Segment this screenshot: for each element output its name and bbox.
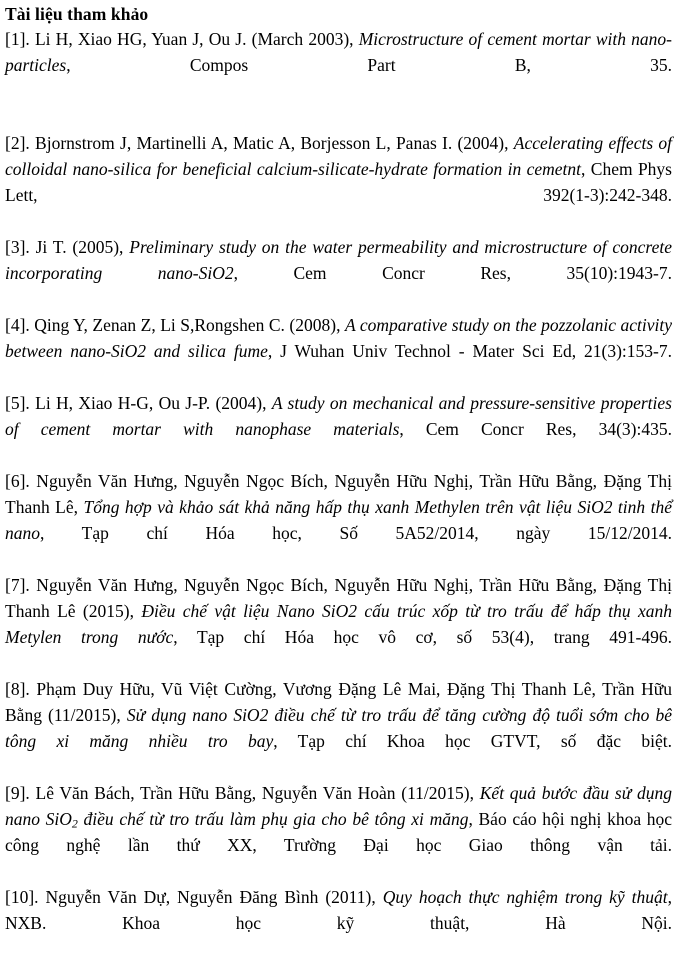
reference-marker: [6]. [5,471,30,491]
reference-source: , Báo cáo hội nghị khoa học công nghệ lần thứ XX, Trường Đại học Giao thông vận tải. [5,809,673,855]
reference-title: Tổng hợp và khảo sát khả năng hấp thụ xanh Methylen trên vật liệu SiO2 tinh thể nano [5,497,672,543]
reference-entry [5,234,672,312]
reference-authors: Ji T. (2005), [29,237,130,257]
reference-title-text: điều chế từ tro trấu làm phụ gia cho bê tông xi măng [77,809,469,829]
reference-entry [5,572,672,676]
reference-marker: [4]. [5,315,30,335]
reference-marker: [3]. [5,237,30,257]
reference-source: , Cem Concr Res, 35(10):1943-7. [233,263,672,283]
reference-title: Sử dụng nano SiO2 điều chế từ tro trấu để tăng cường độ tuổi sớm cho bê tông xi măng nhiều tro bay [5,705,673,751]
reference-authors: Lê Văn Bách, Trần Hữu Bằng, Nguyễn Văn Hoàn (11/2015), [29,783,480,803]
reference-authors: Phạm Duy Hữu, Vũ Việt Cường, Vương Đặng Lê Mai, Đặng Thị Thanh Lê, Trần Hữu Bằng (11/2015), [5,679,672,725]
reference-entry [5,780,672,884]
reference-entry [5,468,672,572]
reference-marker: [5]. [5,393,30,413]
reference-title: Microstructure of cement mortar with nano-particles [5,29,673,75]
reference-authors: Qing Y, Zenan Z, Li S,Rongshen C. (2008), [29,315,345,335]
reference-title-text: Kết quả bước đầu sử dụng nano SiO [5,783,673,829]
reference-marker: [10]. [5,887,39,907]
reference-authors: Li H, Xiao H-G, Ou J-P. (2004), [29,393,272,413]
subscript-two: 2 [71,816,78,831]
reference-entry [5,390,672,468]
reference-source: , NXB. Khoa học kỹ thuật, Hà Nội. [5,887,672,933]
reference-title: Accelerating effects of colloidal nano-silica for beneficial calcium-silicate-hydrate formation in cemetnt [5,133,673,179]
reference-authors: Bjornstrom J, Martinelli A, Matic A, Borjesson L, Panas I. (2004), [29,133,514,153]
reference-title: A study on mechanical and pressure-sensitive properties of cement mortar with nanophase materials [5,393,672,439]
reference-entry [5,130,672,234]
reference-entry [5,884,672,962]
reference-authors: Nguyễn Văn Dự, Nguyễn Đăng Bình (2011), [38,887,383,907]
reference-title: Quy hoạch thực nghiệm trong kỹ thuật [382,887,668,907]
reference-source: , Tạp chí Hóa học vô cơ, số 53(4), trang 491-496. [173,627,672,647]
reference-marker: [9]. [5,783,30,803]
reference-source: , J Wuhan Univ Technol - Mater Sci Ed, 21(3):153-7. [267,341,672,361]
reference-source: , Cem Concr Res, 34(3):435. [399,419,672,439]
reference-authors: Li H, Xiao HG, Yuan J, Ou J. (March 2003), [29,29,359,49]
reference-entry [5,676,672,780]
reference-title: Điều chế vật liệu Nano SiO2 cấu trúc xốp từ tro trấu để hấp thụ xanh Metylen trong nước [5,601,672,647]
reference-entry [5,312,672,390]
reference-marker: [7]. [5,575,30,595]
page-title: Tài liệu tham khảo [5,4,149,24]
reference-source: , Compos Part B, 35. [66,55,672,75]
reference-marker: [1]. [5,29,30,49]
reference-source: , Tạp chí Khoa học GTVT, số đặc biệt. [273,731,672,751]
reference-source: , Tạp chí Hóa học, Số 5A52/2014, ngày 15/12/2014. [40,523,672,543]
reference-list [5,26,672,962]
reference-marker: [8]. [5,679,30,699]
reference-authors: Nguyễn Văn Hưng, Nguyễn Ngọc Bích, Nguyễn Hữu Nghị, Trần Hữu Bằng, Đặng Thị Thanh Lê, [5,471,672,517]
reference-title: Preliminary study on the water permeability and microstructure of concrete incorporating nano-SiO2 [5,237,672,283]
reference-marker: [2]. [5,133,30,153]
reference-source: , Chem Phys Lett, 392(1-3):242-348. [5,159,672,205]
reference-entry [5,26,672,104]
reference-authors: Nguyễn Văn Hưng, Nguyễn Ngọc Bích, Nguyễn Hữu Nghị, Trần Hữu Bằng, Đặng Thị Thanh Lê (2015), [5,575,672,621]
reference-title: A comparative study on the pozzolanic activity between nano-SiO2 and silica fume [5,315,673,361]
